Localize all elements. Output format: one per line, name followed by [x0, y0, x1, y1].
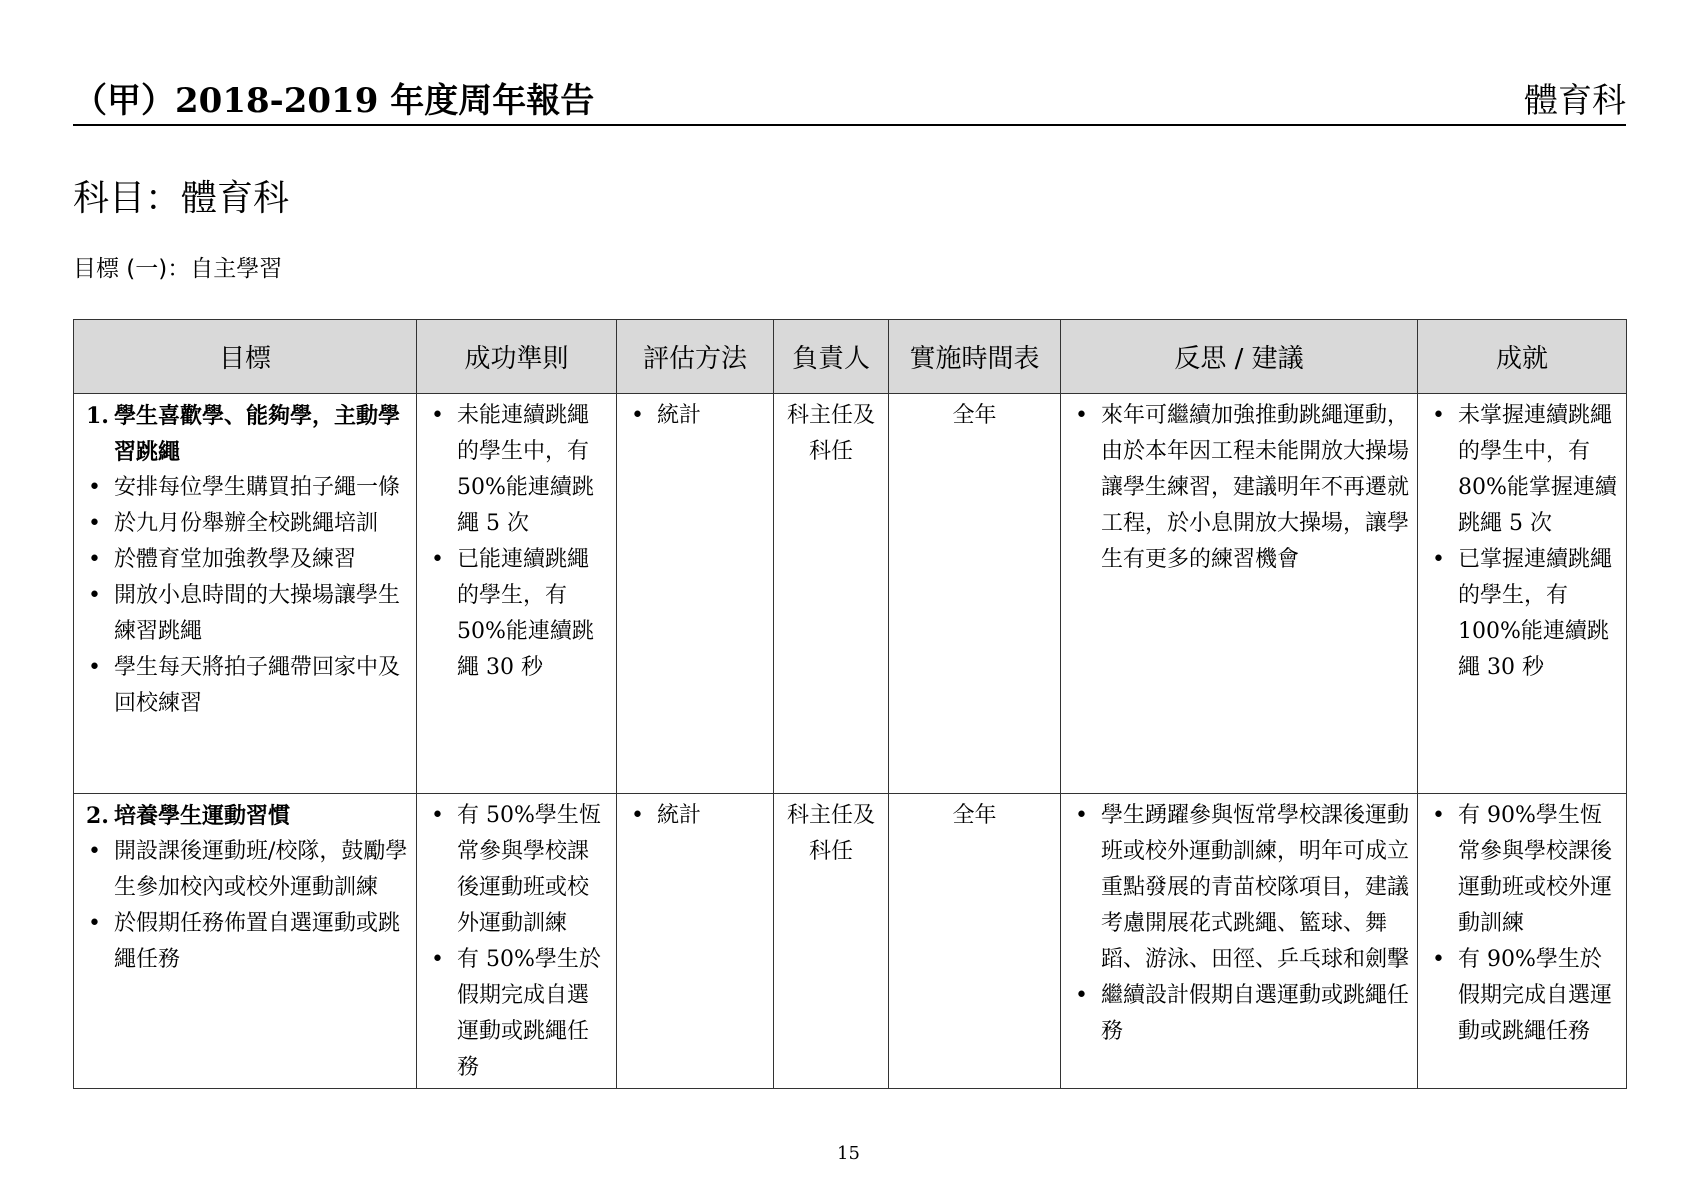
objective-number: 2.: [86, 803, 109, 829]
achievement-cell: [1418, 794, 1627, 1089]
objective-item-list: [82, 834, 408, 978]
objective-cell: [74, 394, 417, 794]
bullet-icon: •: [88, 547, 101, 572]
evaluation-cell: [617, 794, 774, 1089]
schedule-cell: 全年: [889, 394, 1061, 794]
objective-cell: [74, 794, 417, 1089]
bullet-icon: •: [88, 839, 101, 864]
reflection-cell: [1061, 794, 1418, 1089]
list-item: • 有 90%學生恆常參與學校課後運動班或校外運動訓練: [1426, 798, 1618, 942]
column-header-schedule: 實施時間表: [889, 320, 1061, 394]
header-subject: 體育科: [1524, 81, 1626, 121]
bullet-icon: •: [1075, 983, 1088, 1008]
achievement-cell: [1418, 394, 1627, 794]
bullet-icon: •: [431, 403, 444, 428]
bullet-icon: •: [88, 583, 101, 608]
column-header-objective: 目標: [74, 320, 417, 394]
list-item: • 繼續設計假期自選運動或跳繩任務: [1069, 978, 1409, 1050]
list-item: • 有 50%學生恆常參與學校課後運動班或校外運動訓練: [425, 798, 608, 942]
column-header-reflection: 反思 / 建議: [1061, 320, 1418, 394]
list-item: • 有 90%學生於假期完成自選運動或跳繩任務: [1426, 942, 1618, 1050]
reflection-cell: [1061, 394, 1418, 794]
schedule-cell: 全年: [889, 794, 1061, 1089]
bullet-icon: •: [1075, 403, 1088, 428]
list-item: • 安排每位學生購買拍子繩一條: [82, 470, 408, 506]
objective-title: [82, 798, 408, 834]
objective-item-list: [82, 470, 408, 722]
list-item: • 開設課後運動班/校隊，鼓勵學生參加校內或校外運動訓練: [82, 834, 408, 906]
table-row: [74, 394, 1627, 794]
objective-number: 1.: [86, 403, 109, 429]
bullet-icon: •: [1432, 803, 1445, 828]
list-item: • 未能連續跳繩的學生中，有50%能連續跳繩 5 次: [425, 398, 608, 542]
list-item: • 於體育堂加強教學及練習: [82, 542, 408, 578]
column-header-evaluation: 評估方法: [617, 320, 774, 394]
bullet-icon: •: [1075, 803, 1088, 828]
subject-title: 科目：體育科: [73, 178, 290, 219]
report-title: （甲）2018-2019 年度周年報告: [73, 81, 595, 121]
bullet-icon: •: [1432, 547, 1445, 572]
objective-title-text: 學生喜歡學、能夠學，主動學習跳繩: [114, 403, 401, 465]
list-item: • 有 50%學生於假期完成自選運動或跳繩任務: [425, 942, 608, 1086]
objective-title-text: 培養學生運動習慣: [114, 803, 291, 829]
bullet-icon: •: [631, 803, 644, 828]
criteria-cell: [417, 394, 617, 794]
list-item: • 開放小息時間的大操場讓學生練習跳繩: [82, 578, 408, 650]
column-header-criteria: 成功準則: [417, 320, 617, 394]
list-item: • 於假期任務佈置自選運動或跳繩任務: [82, 906, 408, 978]
goal-heading: 目標 (一)：自主學習: [73, 256, 283, 282]
criteria-cell: [417, 794, 617, 1089]
evaluation-cell: [617, 394, 774, 794]
page-number: 15: [837, 1143, 860, 1164]
list-item: • 統計: [625, 798, 765, 834]
bullet-icon: •: [431, 947, 444, 972]
bullet-icon: •: [631, 403, 644, 428]
list-item: • 學生每天將拍子繩帶回家中及回校練習: [82, 650, 408, 722]
bullet-icon: •: [88, 911, 101, 936]
page-header: [73, 81, 1626, 126]
column-header-achievement: 成就: [1418, 320, 1627, 394]
column-header-person: 負責人: [774, 320, 889, 394]
bullet-icon: •: [431, 547, 444, 572]
bullet-icon: •: [88, 655, 101, 680]
list-item: • 統計: [625, 398, 765, 434]
plan-table: [73, 319, 1627, 1089]
objective-title: [82, 398, 408, 470]
person-cell: 科主任及科任: [774, 794, 889, 1089]
person-cell: 科主任及科任: [774, 394, 889, 794]
list-item: • 學生踴躍參與恆常學校課後運動班或校外運動訓練，明年可成立重點發展的青苗校隊項目，建議考慮開展花式跳繩、籃球、舞蹈、游泳、田徑、乒乓球和劍擊: [1069, 798, 1409, 978]
bullet-icon: •: [88, 511, 101, 536]
bullet-icon: •: [1432, 947, 1445, 972]
list-item: • 未掌握連續跳繩的學生中，有 80%能掌握連續跳繩 5 次: [1426, 398, 1618, 542]
bullet-icon: •: [1432, 403, 1445, 428]
bullet-icon: •: [431, 803, 444, 828]
list-item: • 於九月份舉辦全校跳繩培訓: [82, 506, 408, 542]
table-header-row: [74, 320, 1627, 394]
list-item: • 已能連續跳繩的學生，有50%能連續跳繩 30 秒: [425, 542, 608, 686]
list-item: • 已掌握連續跳繩的學生，有100%能連續跳繩 30 秒: [1426, 542, 1618, 686]
bullet-icon: •: [88, 475, 101, 500]
list-item: • 來年可繼續加強推動跳繩運動，由於本年因工程未能開放大操場讓學生練習，建議明年不再遷就工程，於小息開放大操場，讓學生有更多的練習機會: [1069, 398, 1409, 578]
table-row: [74, 794, 1627, 1089]
